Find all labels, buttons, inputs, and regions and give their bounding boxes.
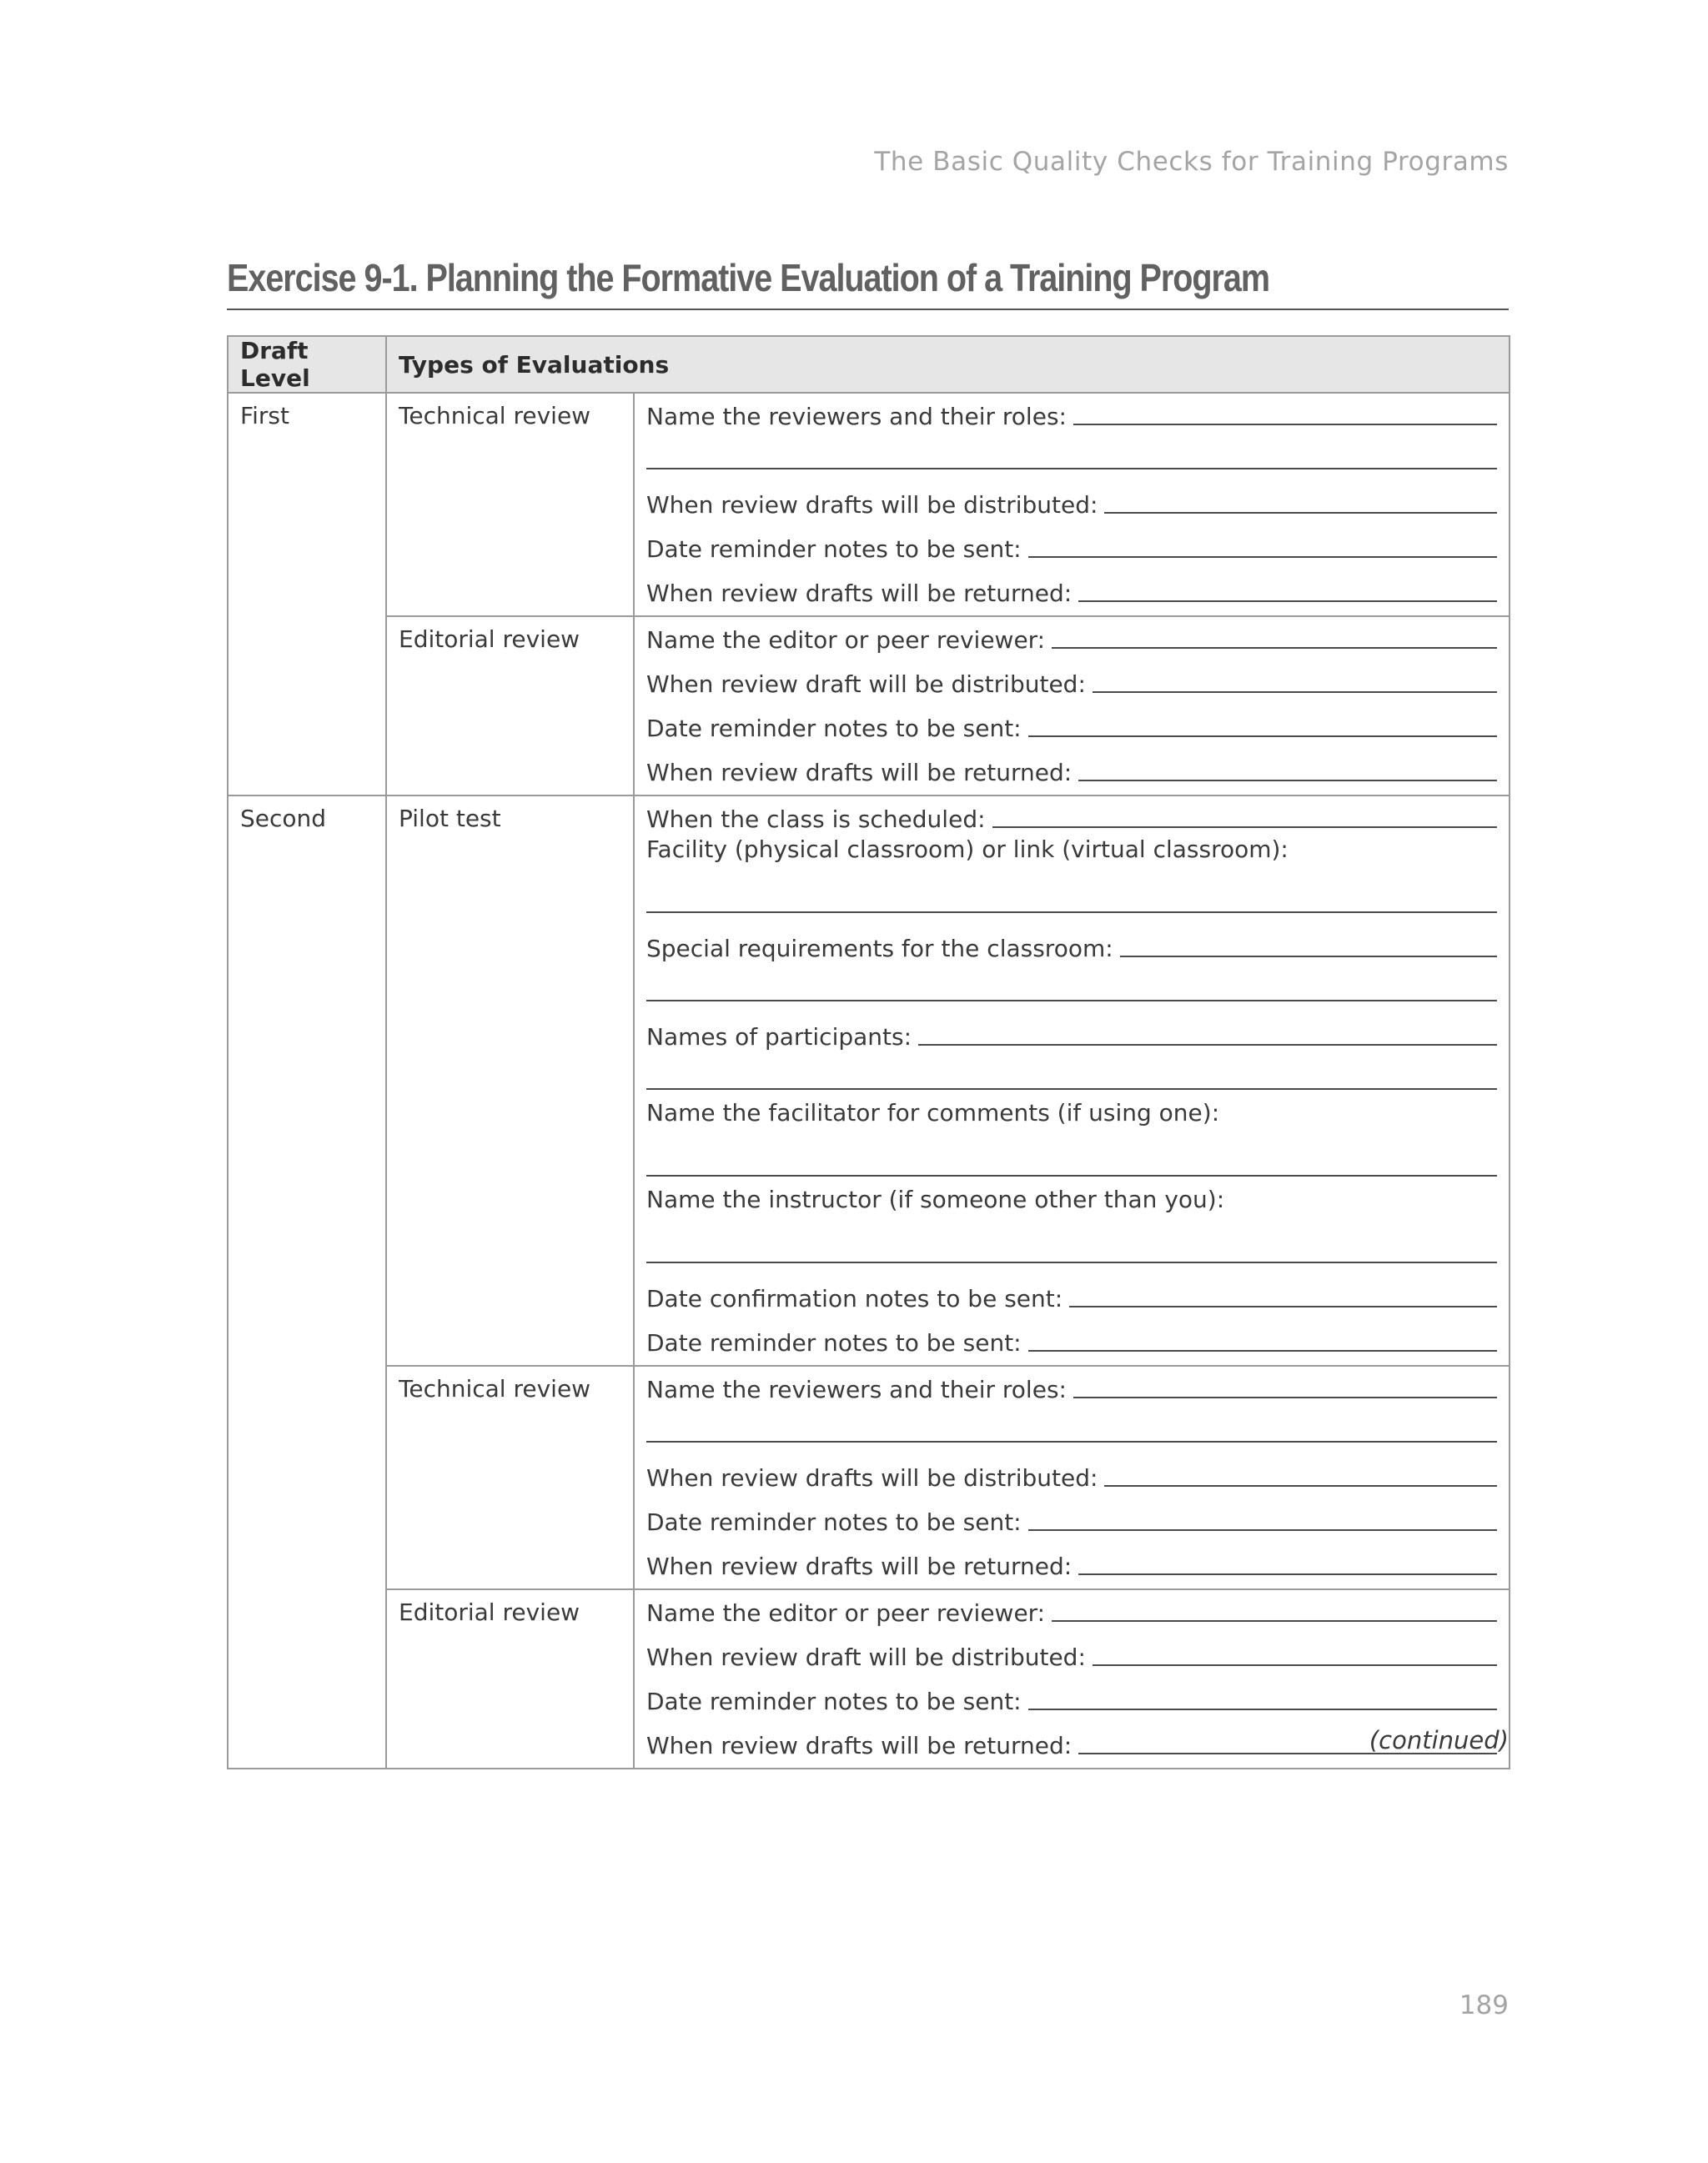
title-rule (227, 309, 1509, 310)
field-label: Name the editor or peer reviewer: (646, 1599, 1046, 1627)
fields-cell (634, 1366, 1510, 1589)
blank-line[interactable] (1028, 556, 1497, 558)
draft-level-cell (228, 795, 386, 1769)
field-label: When review draft will be distributed: (646, 670, 1086, 698)
draft-level-cell (228, 393, 386, 795)
form-field[interactable] (646, 563, 1497, 607)
form-field-continuation[interactable] (646, 863, 1497, 918)
table-row (228, 795, 1510, 1366)
field-label: Name the reviewers and their roles: (646, 1376, 1067, 1403)
form-field[interactable] (646, 1595, 1497, 1627)
form-field-continuation[interactable] (646, 430, 1497, 474)
evaluation-type-label: Technical review (399, 402, 591, 429)
blank-line[interactable] (1028, 735, 1497, 737)
field-label: When review drafts will be returned: (646, 580, 1073, 607)
form-field-label-only (646, 833, 1497, 863)
fields-cell (634, 616, 1510, 795)
field-label: Date confirmation notes to be sent: (646, 1285, 1063, 1312)
blank-line[interactable] (1078, 780, 1497, 781)
form-field[interactable] (646, 1448, 1497, 1492)
blank-line[interactable] (918, 1044, 1497, 1046)
fields-cell (634, 795, 1510, 1366)
form-field[interactable] (646, 622, 1497, 654)
draft-level-second: Second (240, 805, 327, 832)
form-field-continuation[interactable] (646, 1127, 1497, 1182)
blank-line[interactable] (1028, 1350, 1497, 1352)
blank-line[interactable] (1104, 512, 1497, 514)
evaluation-type-cell (386, 1366, 634, 1589)
field-label: Names of participants: (646, 1023, 912, 1051)
form-field[interactable] (646, 1492, 1497, 1536)
field-label: Date reminder notes to be sent: (646, 535, 1022, 563)
blank-line[interactable] (1104, 1485, 1497, 1487)
field-label: When review drafts will be returned: (646, 1732, 1073, 1759)
blank-line[interactable] (1093, 1664, 1497, 1666)
blank-line[interactable] (1078, 1573, 1497, 1575)
field-label: Date reminder notes to be sent: (646, 1329, 1022, 1357)
form-field[interactable] (646, 474, 1497, 519)
blank-line[interactable] (646, 911, 1497, 913)
blank-line[interactable] (646, 1441, 1497, 1443)
field-label: When review draft will be distributed: (646, 1644, 1086, 1671)
form-field[interactable] (646, 519, 1497, 563)
form-field-continuation[interactable] (646, 1403, 1497, 1448)
form-field[interactable] (646, 698, 1497, 742)
form-field[interactable] (646, 654, 1497, 698)
form-field[interactable] (646, 801, 1497, 833)
evaluation-type-label: Editorial review (399, 625, 580, 653)
field-label: When the class is scheduled: (646, 805, 986, 833)
field-label: When review drafts will be returned: (646, 759, 1073, 786)
form-field[interactable] (646, 1312, 1497, 1357)
blank-line[interactable] (992, 826, 1497, 828)
evaluation-type-cell (386, 393, 634, 616)
form-field[interactable] (646, 1372, 1497, 1403)
evaluation-type-cell (386, 616, 634, 795)
continued-note: (continued) (1369, 1726, 1509, 1754)
field-label: Name the facilitator for comments (if using one): (646, 1099, 1220, 1127)
blank-line[interactable] (1028, 1529, 1497, 1531)
exercise-title: Exercise 9-1. Planning the Formative Evaluation of a Training Program (227, 256, 1270, 299)
form-field-continuation[interactable] (646, 962, 1497, 1006)
form-field-continuation[interactable] (646, 1051, 1497, 1095)
field-label: Date reminder notes to be sent: (646, 1508, 1022, 1536)
field-label: When review drafts will be returned: (646, 1553, 1073, 1580)
field-label: Name the instructor (if someone other than you): (646, 1186, 1225, 1213)
blank-line[interactable] (646, 1262, 1497, 1263)
blank-line[interactable] (1052, 647, 1497, 649)
form-field[interactable] (646, 742, 1497, 786)
evaluation-type-label: Editorial review (399, 1598, 580, 1626)
field-label: When review drafts will be distributed: (646, 1464, 1098, 1492)
table-row (228, 616, 1510, 795)
running-head: The Basic Quality Checks for Training Programs (874, 147, 1509, 177)
blank-line[interactable] (646, 1088, 1497, 1090)
form-field[interactable] (646, 399, 1497, 430)
field-label: Facility (physical classroom) or link (virtual classroom): (646, 836, 1289, 863)
evaluation-type-cell (386, 795, 634, 1366)
blank-line[interactable] (1120, 956, 1497, 957)
blank-line[interactable] (1069, 1306, 1497, 1307)
form-field[interactable] (646, 1536, 1497, 1580)
field-label: Date reminder notes to be sent: (646, 1688, 1022, 1715)
form-field[interactable] (646, 1627, 1497, 1671)
evaluation-type-label: Technical review (399, 1375, 591, 1403)
field-label: Name the reviewers and their roles: (646, 403, 1067, 430)
table-header-row (228, 336, 1510, 393)
blank-line[interactable] (1028, 1709, 1497, 1710)
form-field[interactable] (646, 1006, 1497, 1051)
form-field-continuation[interactable] (646, 1213, 1497, 1268)
fields-cell (634, 393, 1510, 616)
page-number: 189 (1459, 1990, 1509, 2020)
blank-line[interactable] (646, 468, 1497, 469)
table-row (228, 1366, 1510, 1589)
blank-line[interactable] (1073, 1397, 1497, 1398)
table-row (228, 1589, 1510, 1769)
field-label: Name the editor or peer reviewer: (646, 626, 1046, 654)
evaluation-type-label: Pilot test (399, 805, 501, 832)
field-label: Special requirements for the classroom: (646, 935, 1113, 962)
header-types-of-evaluations: Types of Evaluations (386, 336, 1510, 393)
form-field-label-only (646, 1182, 1497, 1213)
field-label: When review drafts will be distributed: (646, 491, 1098, 519)
form-field[interactable] (646, 918, 1497, 962)
field-label: Date reminder notes to be sent: (646, 715, 1022, 742)
evaluation-type-cell (386, 1589, 634, 1769)
blank-line[interactable] (646, 1175, 1497, 1177)
draft-level-first: First (240, 402, 289, 429)
blank-line[interactable] (1078, 600, 1497, 602)
blank-line[interactable] (1073, 424, 1497, 425)
form-field-label-only (646, 1095, 1497, 1127)
header-draft-level: Draft Level (228, 336, 386, 393)
evaluation-planning-table (227, 335, 1510, 1769)
table-row (228, 393, 1510, 616)
blank-line[interactable] (1093, 691, 1497, 693)
blank-line[interactable] (646, 1000, 1497, 1001)
form-field[interactable] (646, 1268, 1497, 1312)
form-field[interactable] (646, 1671, 1497, 1715)
blank-line[interactable] (1052, 1620, 1497, 1622)
